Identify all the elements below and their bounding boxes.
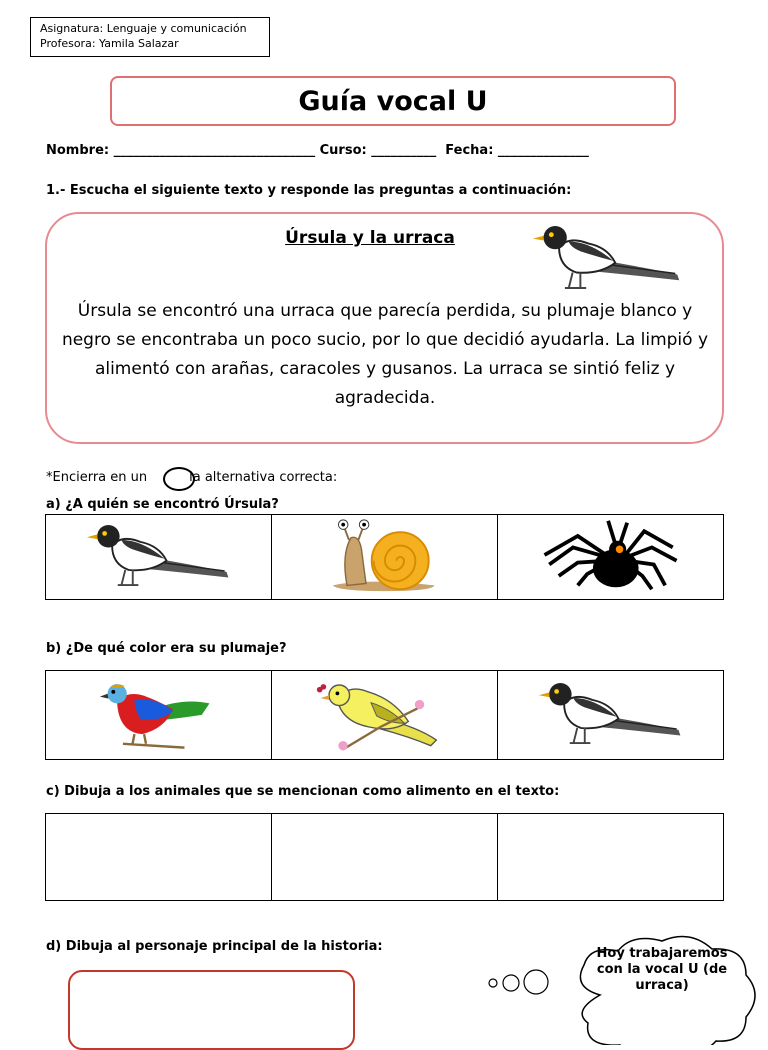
circle-instruction-end: la alternativa correcta: [189, 470, 338, 485]
question-b-options [45, 670, 724, 760]
page-title: Guía vocal U [110, 76, 676, 126]
listening-instruction: 1.- Escucha el siguiente texto y responde las preguntas a continuación: [46, 183, 572, 198]
option-b-1[interactable] [46, 671, 272, 760]
student-info-line: Nombre: _______________________________ Curso: __________ Fecha: ______________ [46, 143, 589, 158]
option-a-3[interactable] [498, 515, 724, 600]
thought-bubble-text: Hoy trabajaremos con la vocal U (de urraca) [596, 946, 728, 993]
circle-instruction-start: *Encierra en un [46, 470, 148, 485]
subject-header [30, 17, 270, 57]
drawing-box-2[interactable] [272, 814, 498, 901]
question-c: c) Dibuja a los animales que se mencionan como alimento en el texto: [46, 784, 560, 799]
teacher-label: Profesora: Yamila Salazar [40, 37, 179, 50]
story-text: Úrsula se encontró una urraca que parecía perdida, su plumaje blanco y negro se encontraba un poco sucio, por lo que decidió ayudarla. La limpió y alimentó con arañas, caracoles y gusanos. La urraca se sintió feliz y agradecida. [61, 301, 709, 408]
question-b: b) ¿De qué color era su plumaje? [46, 641, 287, 656]
magpie-icon [536, 675, 686, 751]
question-a: a) ¿A quién se encontró Úrsula? [46, 497, 279, 512]
drawing-boxes [45, 813, 724, 901]
subject-label: Asignatura: Lenguaje y comunicación [40, 22, 247, 35]
character-drawing-box[interactable] [68, 970, 355, 1050]
option-b-3[interactable] [498, 671, 724, 760]
yellow-bird-icon [315, 671, 455, 755]
spider-icon [536, 517, 686, 593]
question-d: d) Dibuja al personaje principal de la historia: [46, 939, 383, 954]
magpie-icon [84, 517, 234, 593]
drawing-box-3[interactable] [498, 814, 724, 901]
magpie-icon [530, 218, 685, 296]
option-b-2[interactable] [272, 671, 498, 760]
option-a-1[interactable] [46, 515, 272, 600]
snail-icon [325, 517, 445, 593]
drawing-box-1[interactable] [46, 814, 272, 901]
question-a-options [45, 514, 724, 600]
option-a-2[interactable] [272, 515, 498, 600]
circle-shape-icon [163, 467, 195, 491]
story-title: Úrsula y la urraca [285, 228, 455, 248]
colorful-bird-icon [96, 674, 221, 752]
thought-bubble-dots-icon [486, 968, 554, 998]
